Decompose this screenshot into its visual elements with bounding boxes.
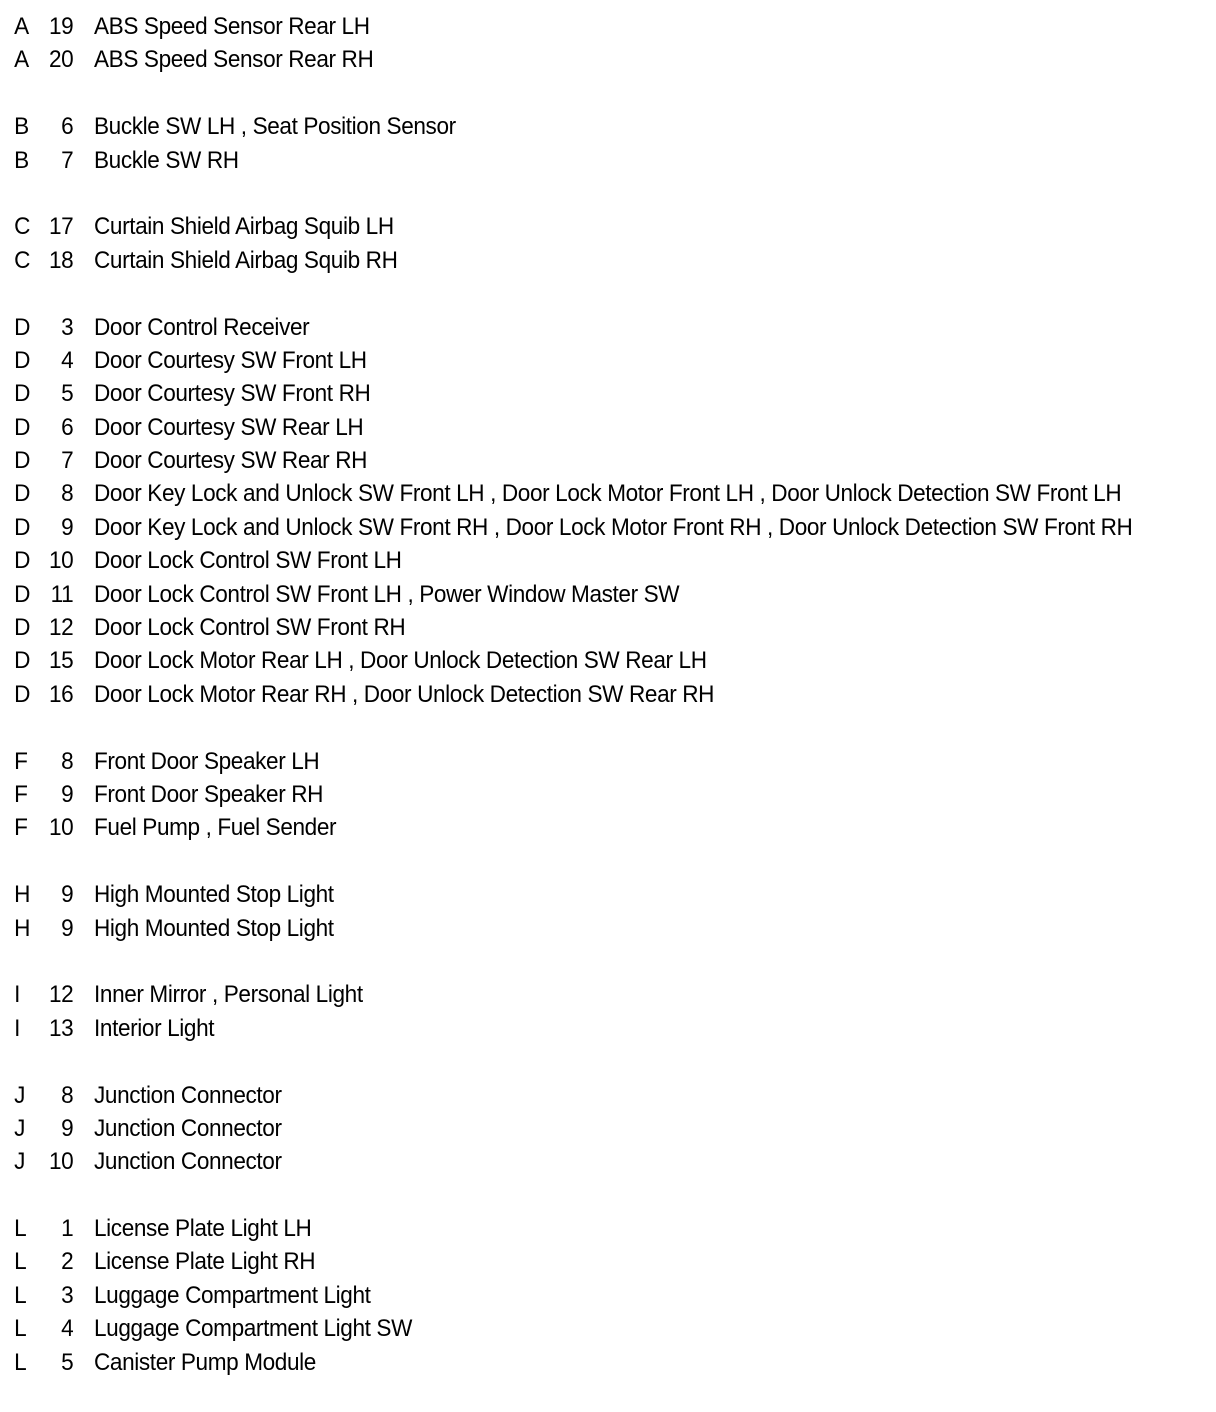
- group-i: [0, 978, 1216, 1045]
- list-item: [0, 511, 1143, 544]
- list-item: [0, 477, 1143, 510]
- item-number: 4: [61, 346, 74, 374]
- item-description: ABS Speed Sensor Rear RH: [94, 46, 374, 74]
- item-number: 8: [61, 480, 74, 508]
- list-item: [0, 1079, 1143, 1112]
- item-description: Door Lock Motor Rear RH , Door Unlock Detection SW Rear RH: [94, 680, 715, 708]
- item-letter: D: [14, 413, 31, 441]
- list-item: [0, 1112, 1143, 1145]
- item-description: Door Courtesy SW Front RH: [94, 380, 371, 408]
- list-item: [0, 611, 1143, 644]
- item-number: 6: [61, 413, 74, 441]
- item-number: 10: [48, 1148, 74, 1176]
- list-item: [0, 1346, 1143, 1379]
- item-letter: F: [14, 747, 28, 775]
- item-letter: C: [14, 246, 31, 274]
- list-item: [0, 1245, 1143, 1278]
- item-letter: B: [14, 113, 29, 141]
- item-letter: A: [14, 13, 29, 40]
- item-letter: J: [14, 1081, 26, 1109]
- list-item: [0, 344, 1143, 377]
- item-letter: H: [14, 914, 31, 942]
- list-item: [0, 244, 1143, 277]
- list-item: [0, 745, 1143, 778]
- item-letter: B: [14, 146, 29, 174]
- item-description: Junction Connector: [94, 1148, 282, 1176]
- item-description: Door Lock Motor Rear LH , Door Unlock Detection SW Rear LH: [94, 647, 707, 675]
- item-letter: D: [14, 346, 31, 374]
- item-number: 9: [61, 513, 74, 541]
- connector-index-list: [0, 10, 1216, 1412]
- item-number: 3: [61, 313, 74, 341]
- item-description: High Mounted Stop Light: [94, 914, 334, 942]
- item-letter: D: [14, 580, 31, 608]
- item-letter: L: [14, 1248, 27, 1276]
- list-item: [0, 43, 1143, 76]
- item-number: 10: [48, 547, 74, 575]
- item-number: 17: [48, 213, 74, 241]
- item-description: Curtain Shield Airbag Squib RH: [94, 246, 398, 274]
- item-number: 9: [61, 914, 74, 942]
- item-number: 8: [61, 747, 74, 775]
- item-number: 12: [48, 981, 74, 1009]
- item-letter: D: [14, 547, 31, 575]
- item-description: High Mounted Stop Light: [94, 881, 334, 909]
- group-a: [0, 10, 1216, 77]
- item-description: Door Courtesy SW Rear LH: [94, 413, 364, 441]
- list-item: [0, 377, 1143, 410]
- item-letter: J: [14, 1148, 26, 1176]
- item-number: 5: [61, 380, 74, 408]
- item-description: Door Lock Control SW Front LH , Power Window Master SW: [94, 580, 680, 608]
- item-letter: F: [14, 814, 28, 842]
- item-number: 7: [61, 146, 74, 174]
- item-description: Luggage Compartment Light: [94, 1281, 371, 1309]
- item-letter: C: [14, 213, 31, 241]
- item-description: License Plate Light RH: [94, 1248, 316, 1276]
- item-number: 1: [61, 1215, 74, 1243]
- group-j: [0, 1079, 1216, 1179]
- group-d: [0, 311, 1216, 712]
- item-description: ABS Speed Sensor Rear LH: [94, 13, 370, 40]
- list-item: [0, 1145, 1143, 1178]
- item-number: 11: [50, 580, 74, 608]
- item-letter: D: [14, 480, 31, 508]
- item-description: Curtain Shield Airbag Squib LH: [94, 213, 394, 241]
- item-description: Front Door Speaker RH: [94, 780, 324, 808]
- item-number: 9: [61, 780, 74, 808]
- list-item: [0, 1312, 1143, 1345]
- item-letter: H: [14, 881, 31, 909]
- item-letter: D: [14, 313, 31, 341]
- item-letter: D: [14, 614, 31, 642]
- group-c: [0, 210, 1216, 277]
- list-item: [0, 110, 1143, 143]
- group-h: [0, 878, 1216, 945]
- item-number: 12: [48, 614, 74, 642]
- item-number: 7: [61, 447, 74, 475]
- list-item: [0, 912, 1143, 945]
- list-item: [0, 1279, 1143, 1312]
- item-number: 5: [61, 1348, 74, 1376]
- list-item: [0, 644, 1143, 677]
- item-description: Door Key Lock and Unlock SW Front LH , Door Lock Motor Front LH , Door Unlock Detection SW Front LH: [94, 480, 1122, 508]
- item-letter: F: [14, 780, 28, 808]
- item-number: 3: [61, 1281, 74, 1309]
- item-number: 4: [61, 1315, 74, 1343]
- item-letter: I: [14, 1014, 21, 1042]
- item-description: Junction Connector: [94, 1114, 282, 1142]
- list-item: [0, 878, 1143, 911]
- item-description: Junction Connector: [94, 1081, 282, 1109]
- item-description: Door Courtesy SW Rear RH: [94, 447, 368, 475]
- list-item: [0, 1212, 1143, 1245]
- item-letter: D: [14, 513, 31, 541]
- group-f: [0, 745, 1216, 845]
- item-letter: L: [14, 1215, 27, 1243]
- item-description: Door Lock Control SW Front LH: [94, 547, 402, 575]
- item-number: 13: [48, 1014, 74, 1042]
- item-description: Inner Mirror , Personal Light: [94, 981, 363, 1009]
- list-item: [0, 1012, 1143, 1045]
- list-item: [0, 444, 1143, 477]
- item-letter: D: [14, 647, 31, 675]
- list-item: [0, 978, 1143, 1011]
- item-number: 6: [61, 113, 74, 141]
- item-number: 20: [48, 46, 74, 74]
- list-item: [0, 578, 1143, 611]
- item-letter: A: [14, 46, 29, 74]
- item-letter: I: [14, 981, 21, 1009]
- item-letter: L: [14, 1348, 27, 1376]
- item-number: 8: [61, 1081, 74, 1109]
- list-item: [0, 544, 1143, 577]
- list-item: [0, 678, 1143, 711]
- item-description: Door Key Lock and Unlock SW Front RH , Door Lock Motor Front RH , Door Unlock Detection SW Front RH: [94, 513, 1133, 541]
- item-description: Fuel Pump , Fuel Sender: [94, 814, 337, 842]
- item-description: Door Courtesy SW Front LH: [94, 346, 367, 374]
- item-description: Interior Light: [94, 1014, 215, 1042]
- item-description: Luggage Compartment Light SW: [94, 1315, 413, 1343]
- item-description: Buckle SW RH: [94, 146, 239, 174]
- item-number: 16: [48, 680, 74, 708]
- item-description: License Plate Light LH: [94, 1215, 312, 1243]
- item-description: Buckle SW LH , Seat Position Sensor: [94, 113, 456, 141]
- item-number: 9: [61, 881, 74, 909]
- list-item: [0, 411, 1143, 444]
- list-item: [0, 311, 1143, 344]
- item-number: 2: [61, 1248, 74, 1276]
- item-description: Canister Pump Module: [94, 1348, 316, 1376]
- item-letter: D: [14, 380, 31, 408]
- item-number: 15: [48, 647, 74, 675]
- list-item: [0, 10, 1143, 43]
- list-item: [0, 811, 1143, 844]
- list-item: [0, 144, 1143, 177]
- item-description: Door Lock Control SW Front RH: [94, 614, 406, 642]
- item-description: Door Control Receiver: [94, 313, 310, 341]
- item-number: 18: [48, 246, 74, 274]
- item-letter: L: [14, 1315, 27, 1343]
- item-letter: L: [14, 1281, 27, 1309]
- item-letter: J: [14, 1114, 26, 1142]
- item-number: 9: [61, 1114, 74, 1142]
- group-b: [0, 110, 1216, 177]
- item-number: 10: [48, 814, 74, 842]
- list-item: [0, 778, 1143, 811]
- item-description: Front Door Speaker LH: [94, 747, 320, 775]
- item-number: 19: [48, 13, 74, 40]
- item-letter: D: [14, 680, 31, 708]
- group-l: [0, 1212, 1216, 1379]
- list-item: [0, 210, 1143, 243]
- item-letter: D: [14, 447, 31, 475]
